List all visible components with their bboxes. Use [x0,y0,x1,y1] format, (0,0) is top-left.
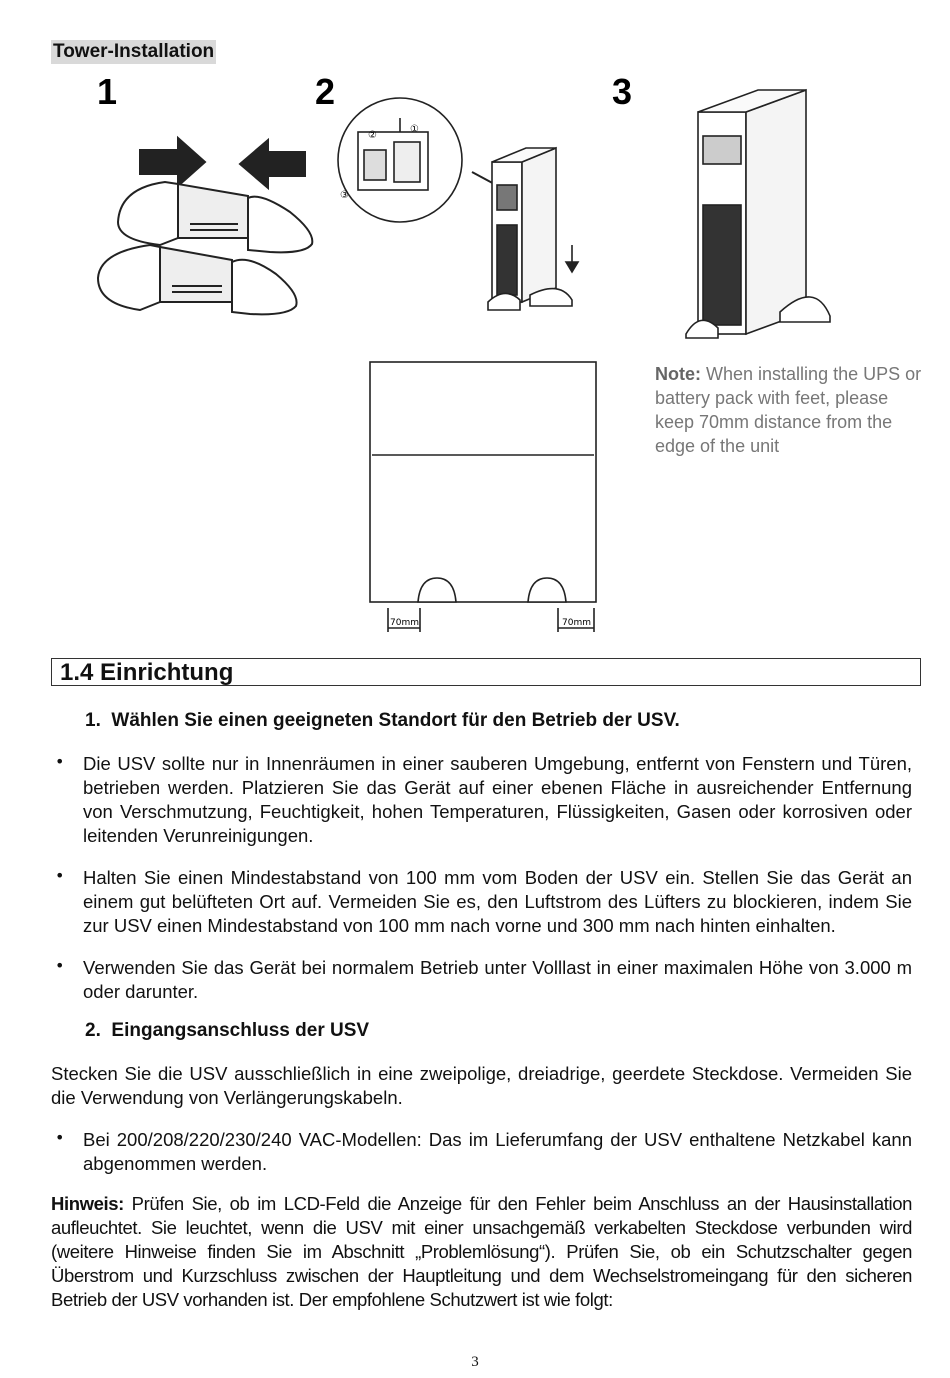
step-1-label: 1 [97,71,118,112]
installation-illustrations [0,0,950,650]
subheading-1-title: Wählen Sie einen geeigneten Standort für den Betrieb der USV. [111,710,680,731]
dimension-label-right: 70mm [562,618,591,628]
subheading-2-number: 2. [85,1020,101,1041]
side-view-illustration [370,362,596,632]
input-connection-paragraph: Stecken Sie die USV ausschließlich in eine zweipolige, dreiadrige, geerdete Steckdose. Vermeiden Sie die Verwendung von Verlängerungskabeln. [51,1063,912,1108]
section-title [60,659,233,687]
subheading-2-title: Eingangsanschluss der USV [111,1020,370,1041]
note-label: Note: [655,364,701,384]
installation-note [655,362,925,458]
section-number: 1.4 [60,659,94,686]
bullet-item-altitude: Verwenden Sie das Gerät bei normalem Betrieb unter Volllast in einer maximalen Höhe von 3.000 m oder darunter. [83,957,912,1002]
bullet-marker: • [55,752,65,771]
dimension-label-left: 70mm [390,618,419,628]
subheading-2 [85,1020,369,1042]
bullet-item-power-cord: Bei 200/208/220/230/240 VAC-Modellen: Das im Lieferumfang der USV enthaltene Netzkabel kann abgenommen werden. [83,1129,912,1174]
step-2-label: 2 [315,71,336,112]
subheading-1 [85,710,680,732]
page-number: 3 [471,1354,479,1370]
section-name: Einrichtung [100,659,234,686]
inset-label-2: ② [368,130,377,141]
step-1-feet-illustration [98,138,312,314]
step-3-label: 3 [612,71,633,112]
hinweis-paragraph [51,1192,912,1312]
bullet-marker: • [55,866,65,885]
inset-label-1: ① [410,124,419,135]
step-3-tower-illustration [686,90,830,338]
bullet-item-clearance: Halten Sie einen Mindestabstand von 100 mm vom Boden der USV ein. Stellen Sie das Gerät an einem gut belüfteten Ort auf. Vermeiden Sie es, den Luftstrom des Lüfters zu blockieren, indem Sie zur USV einen Mindestabstand von 100 mm nach vorne und 300 mm nach hinten einhalten. [83,867,912,936]
note-text: When installing the UPS or battery pack with feet, please keep 70mm distance from the edge of the unit [655,364,922,456]
inset-label-3: ③ [340,190,349,201]
bullet-item-location: Die USV sollte nur in Innenräumen in einer sauberen Umgebung, entfernt von Fenstern und Türen, betrieben werden. Platzieren Sie das Gerät auf einer ebenen Fläche in ausreichender Entfernung von Verschmutzung, Feuchtigkeit, hohen Temperaturen, Flüssigkeiten, Gasen oder korrosiven oder leitenden Verunreinigungen. [83,753,912,846]
subheading-1-number: 1. [85,710,101,731]
bullet-marker: • [55,956,65,975]
hinweis-text: Prüfen Sie, ob im LCD-Feld die Anzeige für den Fehler beim Anschluss an der Hausinstallation aufleuchtet. Sie leuchtet, wenn die USV mit einer unsachgemäß verkabelten Steckdose verbunden wird (weitere Hinweise finden Sie im Abschnitt „Problemlösung“). Prüfen Sie, ob ein Schutzschalter gegen Überstrom und Kurzschluss zwischen der Hauptleitung und dem Wechselstromeingang für den sicheren Betrieb der USV vorhanden ist. Der empfohlene Schutzwert ist wie folgt: [51,1193,912,1310]
page-heading: Tower-Installation [53,41,215,62]
hinweis-label: Hinweis: [51,1193,124,1214]
bullet-marker: • [55,1128,65,1147]
